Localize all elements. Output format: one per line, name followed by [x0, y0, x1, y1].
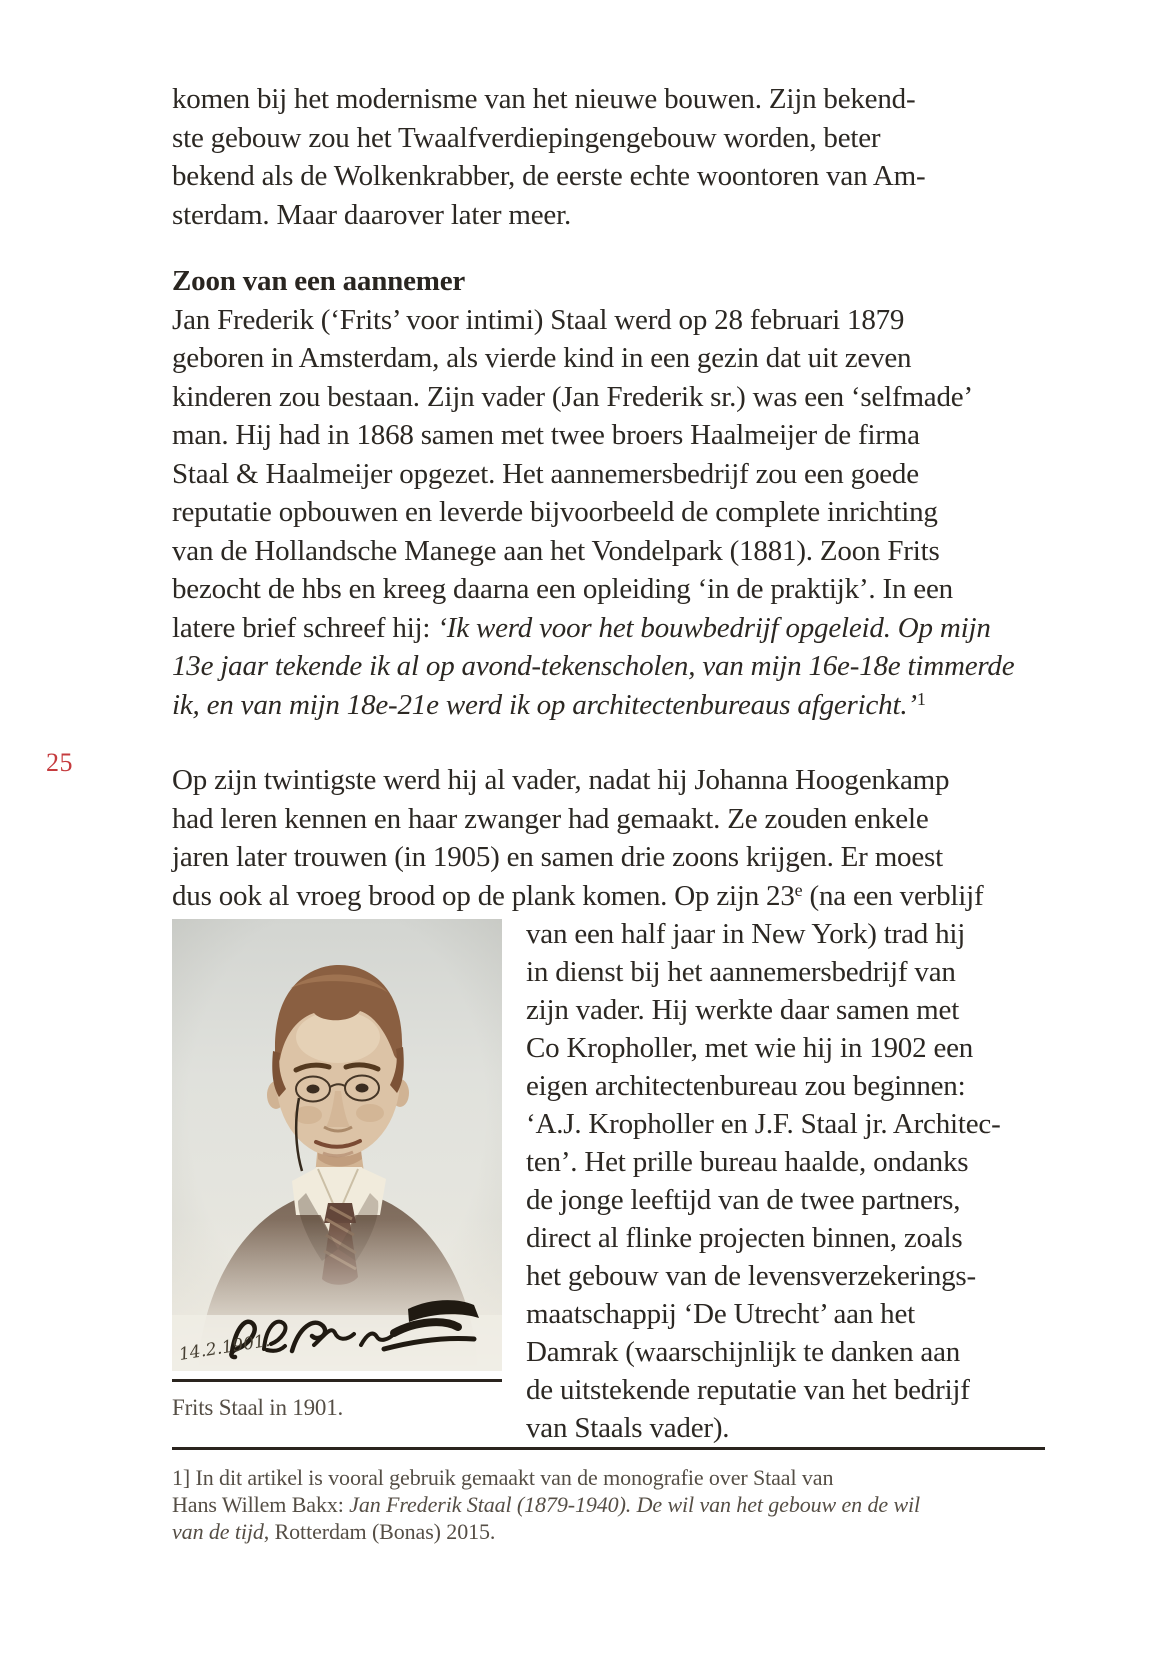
portrait-photo [172, 919, 502, 1371]
photo-rule [172, 1379, 502, 1382]
paragraph-intro: komen bij het modernisme van het nieuwe bouwen. Zijn bekend- ste gebouw zou het Twaalfverdiepingengebouw worden, beter bekend als de Wolkenkrabber, de eerste echte woontoren van Am- sterdam. Maar daarover later meer. [172, 83, 926, 231]
photo-and-text-section [172, 915, 1045, 1447]
footnote-text: 1] In dit artikel is vooral gebruik gemaakt van de monografie over Staal van Hans Willem Bakx: Jan Frederik Staal (1879-1940). De wil van het gebouw en de wil van de tijd, Rotterdam (Bonas) 2015. [172, 1465, 921, 1544]
paragraph-career-wrap: van een half jaar in New York) trad hij in dienst bij het aannemersbedrijf van zijn vader. Hij werkte daar samen met Co Kropholler, met wie hij in 1902 een eigen architectenbureau zou beginnen: ‘A.J. Kropholler en J.F. Staal jr. Architec- ten’. Het prille bureau haalde, ondanks de jonge leeftijd van de twee partners, direct al flinke projecten binnen, zoals het gebouw van de levensverzekerings- maatschappij ‘De Utrecht’ aan het Damrak (waarschijnlijk te danken aan de uitstekende reputatie van het bedrijf van Staals vader). [526, 918, 1001, 1444]
page-number: 25 [46, 748, 73, 777]
paragraph-family: Jan Frederik (‘Frits’ voor intimi) Staal werd op 28 februari 1879 geboren in Amsterdam, als vierde kind in een gezin dat uit zeven kinderen zou bestaan. Zijn vader (Jan Frederik sr.) was een ‘selfmade’ man. Hij had in 1868 samen met twee broers Haalmeijer de firma Staal & Haalmeijer opgezet. Het aannemersbedrijf zou een goede reputatie opbouwen en leverde bijvoorbeeld de complete inrichting van de Hollandsche Manege aan het Vondelpark (1881). Zoon Frits bezocht de hbs en kreeg daarna een opleiding ‘in de praktijk’. In een latere brief schreef hij: ‘Ik werd voor het bouwbedrijf opgeleid. Op mijn 13e jaar tekende ik al op avond-tekenscholen, van mijn 16e-18e timmerde ik, en van mijn 18e-21e werd ik op architectenbureaus afgericht.’$^1$ [172, 303, 1015, 721]
photo-caption: Frits Staal in 1901. [172, 1395, 344, 1420]
paragraph-fatherhood: Op zijn twintigste werd hij al vader, nadat hij Johanna Hoogenkamp had leren kennen en haar zwanger had gemaakt. Ze zouden enkele jaren later trouwen (in 1905) en samen drie zoons krijgen. Er moest dus ook al vroeg brood op de plank komen. Op zijn 23e (na een verblijf [172, 764, 984, 912]
article-column [172, 80, 1045, 1545]
date-handwriting: 14.2.1901. [177, 1330, 272, 1365]
footnote [172, 1447, 1045, 1545]
portrait-figure [172, 919, 502, 1422]
section-heading: Zoon van een aannemer [172, 265, 466, 297]
